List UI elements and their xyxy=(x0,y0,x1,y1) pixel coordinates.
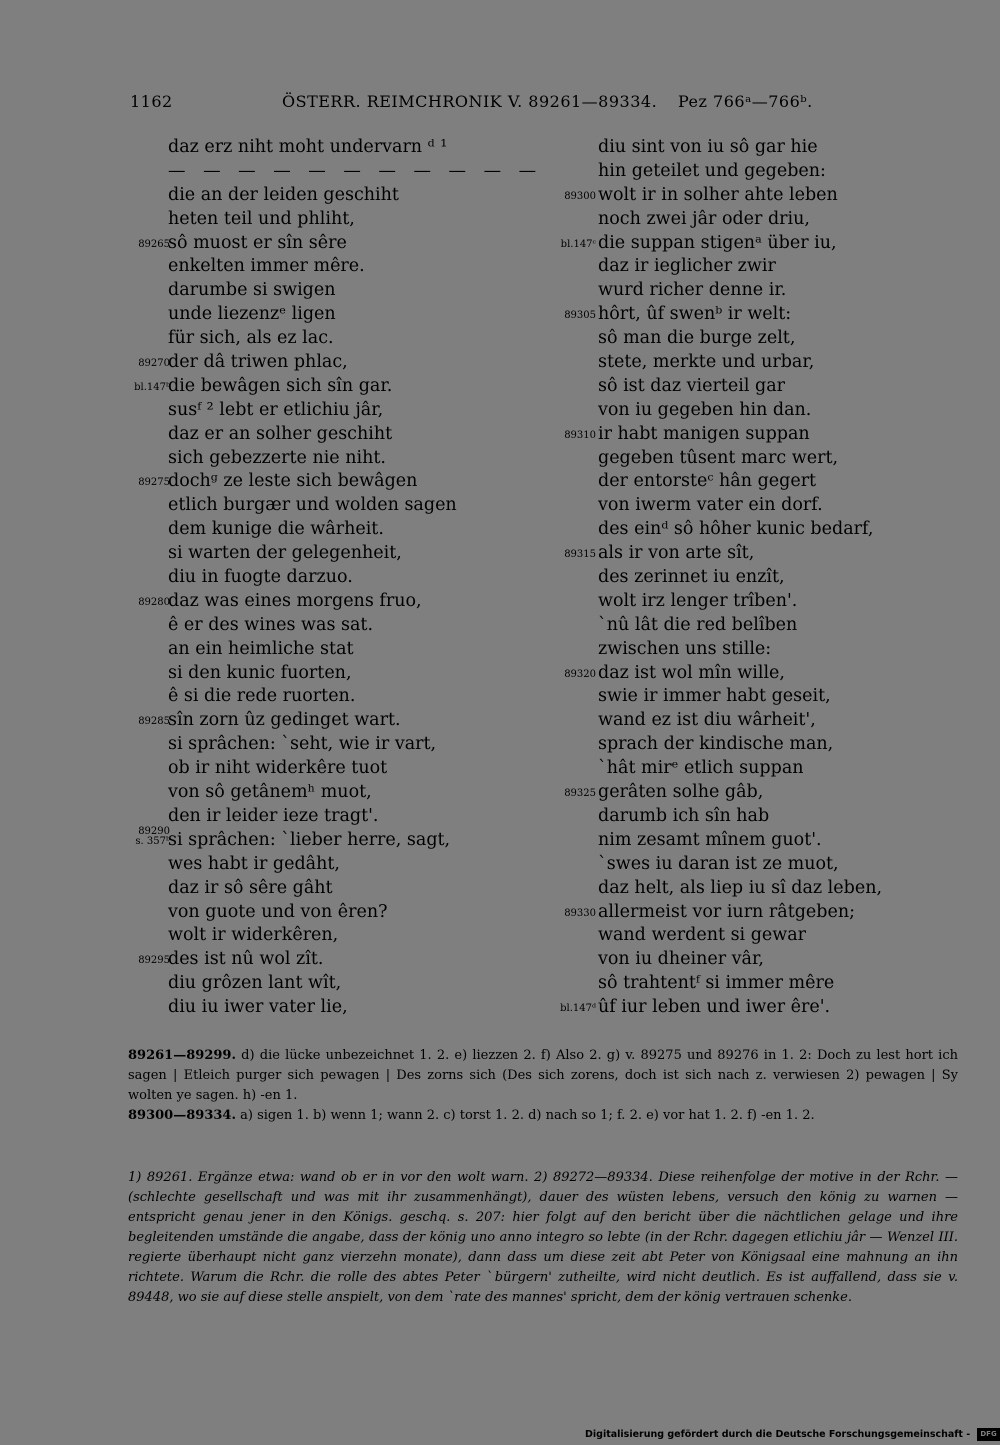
verse-line xyxy=(110,518,500,542)
verse-line xyxy=(110,901,500,925)
verse-text: daz er an solher geschiht xyxy=(168,423,393,444)
verse-line xyxy=(110,303,500,327)
verse-text: des zerinnet iu enzît, xyxy=(598,567,785,588)
line-number: 89310 xyxy=(564,429,596,441)
verse-line xyxy=(110,423,500,447)
verse-line xyxy=(110,208,500,232)
verse-text: etlich burgær und wolden sagen xyxy=(168,495,457,516)
verse-text: daz ist wol mîn wille, xyxy=(598,662,785,683)
verse-line xyxy=(548,375,948,399)
line-number: 89330 xyxy=(564,907,596,919)
verse-text: diu in fuogte darzuo. xyxy=(168,567,353,588)
verse-text: gegeben tûsent marc wert, xyxy=(598,447,839,468)
verse-line xyxy=(548,709,948,733)
verse-text: allermeist vor iurn râtgeben; xyxy=(598,901,856,922)
verse-text: darumb ich sîn hab xyxy=(598,805,770,826)
line-number: bl.147ᶜ xyxy=(560,238,596,250)
verse-text: ir habt manigen suppan xyxy=(598,423,810,444)
verse-line xyxy=(110,948,500,972)
verse-text: sô ist daz vierteil gar xyxy=(598,375,786,396)
verse-line xyxy=(548,303,948,327)
verse-line xyxy=(548,996,948,1020)
verse-line xyxy=(110,781,500,805)
verse-text: ˋhât mirᵉ etlich suppan xyxy=(598,758,804,779)
verse-line xyxy=(110,662,500,686)
verse-text: daz erz niht moht undervarn ᵈ ¹ xyxy=(168,137,448,157)
verse-line xyxy=(110,351,500,375)
verse-text: zwischen uns stille: xyxy=(598,638,772,659)
credit-text: Digitalisierung gefördert durch die Deutsche Forschungsgemeinschaft - xyxy=(585,1429,971,1440)
verse-line xyxy=(110,972,500,996)
verse-text: wolt ir in solher ahte leben xyxy=(598,184,838,205)
verse-line xyxy=(548,877,948,901)
verse-line xyxy=(110,638,500,662)
verse-text: wand ez ist diu wârheit', xyxy=(598,710,816,731)
critical-apparatus xyxy=(128,1046,958,1126)
verse-text: den ir leider ieze tragt'. xyxy=(168,805,379,826)
verse-text: hin geteilet und gegeben: xyxy=(598,160,826,181)
verse-text: hôrt, ûf swenᵇ ir welt: xyxy=(598,304,792,325)
verse-text: an ein heimliche stat xyxy=(168,638,354,659)
verse-line xyxy=(548,781,948,805)
verse-text: daz was eines morgens fruo, xyxy=(168,590,422,611)
apparatus-text-2: a) sigen 1. b) wenn 1; wann 2. c) torst 1. 2. d) nach so 1; f. 2. e) vor hat 1. 2. f) -en 1. 2. xyxy=(235,1108,815,1123)
verse-line xyxy=(548,853,948,877)
verse-text: daz ir ieglicher zwir xyxy=(598,256,776,277)
verse-line xyxy=(548,590,948,614)
verse-text: sô man die burge zelt, xyxy=(598,328,796,349)
footnotes xyxy=(128,1168,958,1308)
verse-line xyxy=(110,160,543,184)
verse-line xyxy=(110,614,500,638)
verse-text: von iu gegeben hin dan. xyxy=(598,399,812,420)
verse-text: unde liezenzᵉ ligen xyxy=(168,304,336,325)
verse-line xyxy=(548,757,948,781)
line-number: 89270 xyxy=(138,358,170,370)
verse-line xyxy=(110,566,500,590)
verse-line xyxy=(548,901,948,925)
verse-text: stete, merkte und urbar, xyxy=(598,352,815,373)
verse-text: noch zwei jâr oder driu, xyxy=(598,208,810,229)
verse-line xyxy=(110,733,500,757)
verse-line xyxy=(110,279,500,303)
verse-line xyxy=(110,542,500,566)
verse-line xyxy=(548,948,948,972)
verse-column-left xyxy=(110,136,543,1020)
verse-line xyxy=(110,996,500,1020)
verse-line xyxy=(548,184,948,208)
verse-line xyxy=(548,470,948,494)
verse-line xyxy=(110,232,500,256)
verse-line xyxy=(110,757,500,781)
page-number: 1162 xyxy=(130,92,173,111)
verse-text: von sô getânemʰ muot, xyxy=(168,782,372,803)
verse-line xyxy=(548,160,948,184)
verse-line xyxy=(110,375,500,399)
verse-line xyxy=(548,327,948,351)
verse-line xyxy=(110,470,500,494)
verse-text: wand werdent si gewar xyxy=(598,925,807,946)
verse-line xyxy=(110,184,500,208)
verse-line xyxy=(110,494,500,518)
pez-reference: Pez 766ᵃ—766ᵇ. xyxy=(678,92,813,111)
verse-text: ˋswes iu daran ist ze muot, xyxy=(598,853,839,874)
verse-text: gerâten solhe gâb, xyxy=(598,782,764,803)
verse-text: — — — — — — — — — — — xyxy=(168,160,543,181)
verse-line xyxy=(110,924,500,948)
verse-text: die suppan stigenᵃ über iu, xyxy=(598,232,837,253)
verse-text: sprach der kindische man, xyxy=(598,734,834,755)
dfg-logo-icon: DFG xyxy=(977,1428,1000,1441)
verse-line xyxy=(110,877,500,901)
verse-text: ob ir niht widerkêre tuot xyxy=(168,758,388,779)
verse-line xyxy=(548,255,948,279)
verse-text: diu sint von iu sô gar hie xyxy=(598,137,818,157)
verse-text: sô trahtentᶠ si immer mêre xyxy=(598,973,835,994)
verse-text: dem kunige die wârheit. xyxy=(168,519,384,540)
apparatus-block-2 xyxy=(128,1106,958,1126)
line-number: 89300 xyxy=(564,190,596,202)
verse-line xyxy=(548,972,948,996)
verse-text: wurd richer denne ir. xyxy=(598,280,787,301)
verse-line xyxy=(548,924,948,948)
verse-text: nim zesamt mînem guot'. xyxy=(598,829,822,850)
verse-text: diu iu iwer vater lie, xyxy=(168,997,348,1018)
verse-text: von guote und von êren? xyxy=(168,901,388,922)
verse-line xyxy=(548,494,948,518)
verse-text: die an der leiden geschiht xyxy=(168,184,399,205)
verse-line xyxy=(548,829,948,853)
line-number: bl.147ᵇ xyxy=(134,381,170,393)
verse-line xyxy=(110,136,500,160)
verse-text: si sprâchen: ˋlieber herre, sagt, xyxy=(168,829,451,850)
verse-line xyxy=(548,279,948,303)
apparatus-range-1: 89261—89299. xyxy=(128,1048,236,1063)
apparatus-text-1: d) die lücke unbezeichnet 1. 2. e) liezzen 2. f) Also 2. g) v. 89275 und 89276 in 1. 2: Doch zu lest hort ich sagen | Etleich purger sich pewagen | Des zorns sich (Des sich zorens, doch ist sich nach z. verwiesen 2) pewagen | Sy wolten ye sagen. h) -en 1. xyxy=(128,1048,958,1103)
verse-text: ˋnû lât die red belîben xyxy=(598,614,798,635)
verse-text: sîn zorn ûz gedinget wart. xyxy=(168,710,401,731)
verse-line xyxy=(110,853,500,877)
verse-line xyxy=(110,825,500,853)
apparatus-block-1 xyxy=(128,1046,958,1106)
line-number: 89315 xyxy=(564,549,596,561)
line-number: 89285 xyxy=(138,716,170,728)
verse-text: sô muost er sîn sêre xyxy=(168,232,347,253)
verse-line xyxy=(548,733,948,757)
verse-line xyxy=(548,399,948,423)
verse-line xyxy=(548,351,948,375)
verse-line xyxy=(110,709,500,733)
digitization-credit xyxy=(585,1428,1000,1441)
verse-line xyxy=(110,327,500,351)
verse-line xyxy=(548,614,948,638)
verse-text: daz ir sô sêre gâht xyxy=(168,877,333,898)
verse-text: der entorsteᶜ hân gegert xyxy=(598,471,817,492)
verse-column-right xyxy=(548,136,948,1020)
verse-text: si warten der gelegenheit, xyxy=(168,543,402,564)
verse-text: swie ir immer habt geseit, xyxy=(598,686,831,707)
verse-line xyxy=(548,518,948,542)
line-number: 89275 xyxy=(138,477,170,489)
line-number: 89265 xyxy=(138,238,170,250)
verse-text: ê si die rede ruorten. xyxy=(168,686,356,707)
verse-text: darumbe si swigen xyxy=(168,280,336,301)
verse-line xyxy=(548,638,948,662)
verse-line xyxy=(548,566,948,590)
verse-line xyxy=(548,805,948,829)
verse-text: enkelten immer mêre. xyxy=(168,256,365,277)
running-title: ÖSTERR. REIMCHRONIK V. 89261—89334. xyxy=(282,92,658,111)
verse-line xyxy=(548,208,948,232)
verse-text: des einᵈ sô hôher kunic bedarf, xyxy=(598,519,874,540)
verse-line xyxy=(110,685,500,709)
verse-text: als ir von arte sît, xyxy=(598,543,755,564)
line-number: 89325 xyxy=(564,788,596,800)
verse-text: von iwerm vater ein dorf. xyxy=(598,495,823,516)
verse-text: dochᵍ ze leste sich bewâgen xyxy=(168,471,418,492)
verse-text: si den kunic fuorten, xyxy=(168,662,352,683)
verse-text: si sprâchen: ˋseht, wie ir vart, xyxy=(168,734,437,755)
verse-line xyxy=(548,447,948,471)
verse-text: heten teil und phliht, xyxy=(168,208,355,229)
verse-line xyxy=(110,447,500,471)
verse-text: des ist nû wol zît. xyxy=(168,949,324,970)
verse-line xyxy=(548,685,948,709)
line-number: 89290 s. 357ᵇ xyxy=(135,825,170,847)
verse-line xyxy=(110,399,500,423)
verse-text: von iu dheiner vâr, xyxy=(598,949,764,970)
verse-text: der dâ triwen phlac, xyxy=(168,352,348,373)
verse-text: wes habt ir gedâht, xyxy=(168,853,340,874)
verse-text: für sich, als ez lac. xyxy=(168,328,334,349)
verse-text: sich gebezzerte nie niht. xyxy=(168,447,386,468)
verse-text: die bewâgen sich sîn gar. xyxy=(168,375,393,396)
line-number: 89280 xyxy=(138,596,170,608)
verse-text: wolt ir widerkêren, xyxy=(168,925,339,946)
verse-text: susᶠ ² lebt er etlichiu jâr, xyxy=(168,399,384,420)
line-number: bl.147ᵈ xyxy=(560,1003,596,1015)
verse-text: daz helt, als liep iu sî daz leben, xyxy=(598,877,883,898)
verse-text: ûf iur leben und iwer êre'. xyxy=(598,997,831,1018)
verse-line xyxy=(548,542,948,566)
verse-text: ê er des wines was sat. xyxy=(168,614,374,635)
apparatus-range-2: 89300—89334. xyxy=(128,1108,236,1123)
verse-line xyxy=(548,423,948,447)
line-number: 89295 xyxy=(138,955,170,967)
verse-line xyxy=(110,255,500,279)
line-number: 89305 xyxy=(564,310,596,322)
page-header xyxy=(130,92,820,114)
verse-text: diu grôzen lant wît, xyxy=(168,973,342,994)
verse-line xyxy=(548,136,948,160)
verse-text: wolt irz lenger trîben'. xyxy=(598,590,798,611)
verse-line xyxy=(548,232,948,256)
verse-line xyxy=(110,590,500,614)
line-number: 89320 xyxy=(564,668,596,680)
verse-line xyxy=(548,662,948,686)
footnote-text: 1) 89261. Ergänze etwa: wand ob er in vor den wolt warn. 2) 89272—89334. Diese reihenfolge der motive in der Rchr. — (schlechte gesellschaft und was mit ihr zusammenhängt), dauer des wüsten lebens, versuch den könig zu warnen — entspricht genau jener in den Königs. geschq. s. 207: hier folgt auf den bericht über die nächtlichen gelage und ihre begleitenden umstände die angabe, dass der könig uno anno integro so lebte (in der Rchr. dagegen etlichiu jâr — Wenzel III. regierte überhaupt nicht ganz vierzehn monate), dann dass um diese zeit abt Peter von Königsaal eine mahnung an ihn richtete. Warum die Rchr. die rolle des abtes Peter ˋbürgern' zutheilte, wird nicht deutlich. Es ist auffallend, dass sie v. 89448, wo sie auf diese stelle anspielt, von dem ˋrate des mannes' spricht, dem der könig vertrauen schenke. xyxy=(128,1170,958,1305)
